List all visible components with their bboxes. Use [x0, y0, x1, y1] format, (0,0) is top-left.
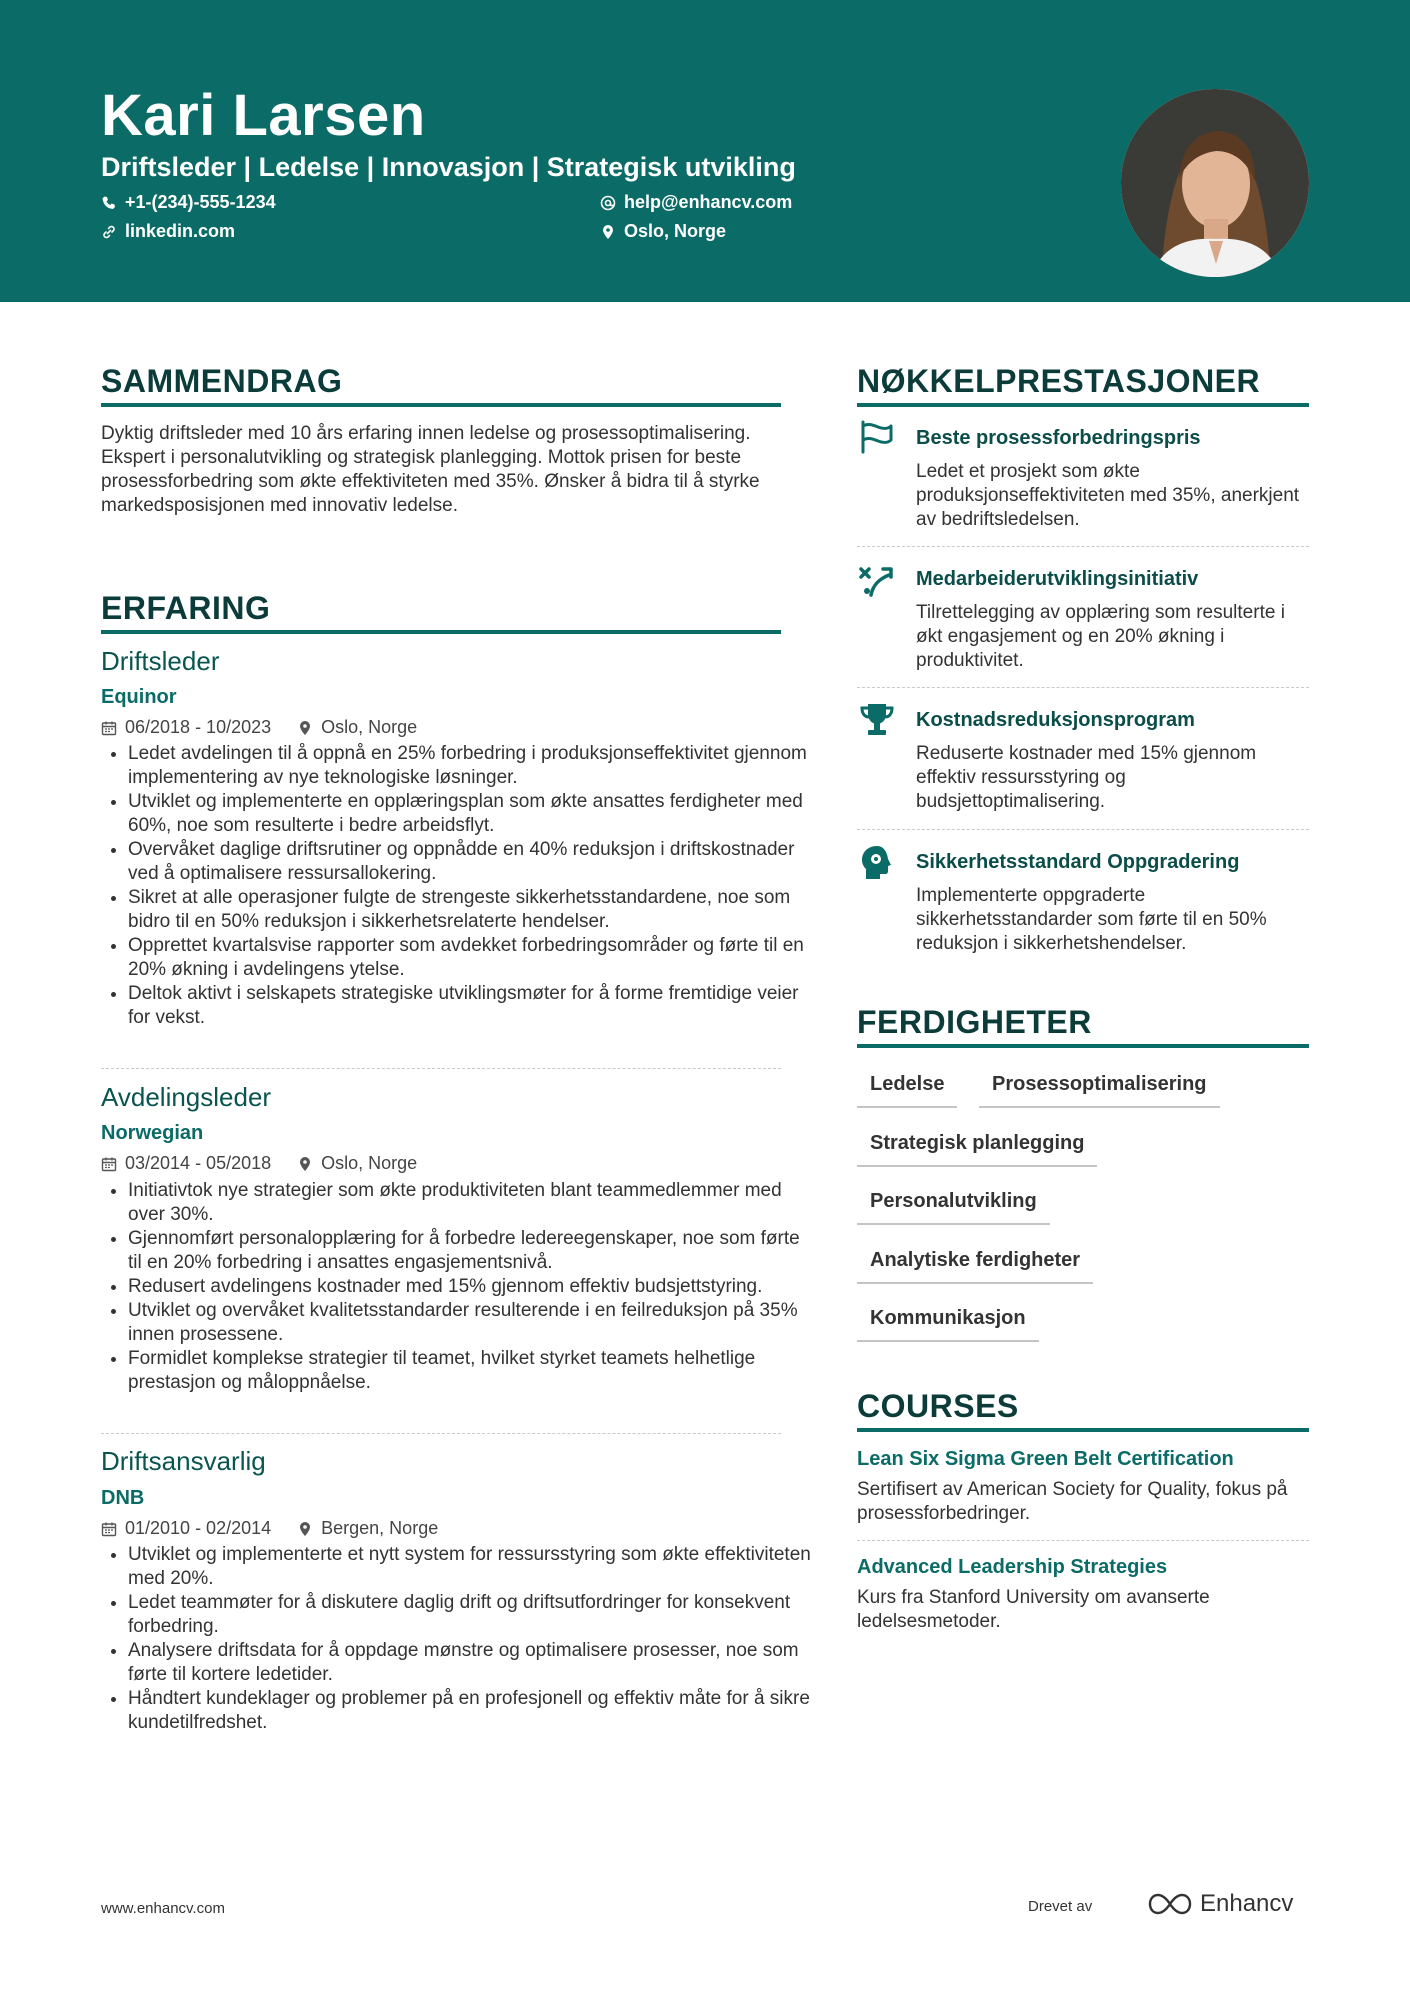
bullet-item: • Deltok aktivt i selskapets strategiske utviklingsmøter for å forme fremtidige veier for vekst.: [128, 982, 813, 1030]
company-name: Norwegian: [101, 1122, 204, 1144]
job-bullets: [101, 742, 813, 1030]
bullet-item: • Utviklet og implementerte en opplæringsplan som økte ansattes ferdigheter med 60%, noe som resulterte i bedre arbeidsflyt.: [128, 790, 813, 838]
job-title: Driftsleder: [101, 646, 220, 676]
bullet-item: • Håndtert kundeklager og problemer på en profesjonell og effektiv måte for å sikre kundetilfredshet.: [128, 1687, 813, 1735]
course-desc: Kurs fra Stanford University om avanserte ledelsesmetoder.: [857, 1587, 1210, 1632]
achievement-desc: Reduserte kostnader med 15% gjennom effektiv ressursstyring og budsjettoptimalisering.: [916, 743, 1257, 812]
courses-heading: COURSES: [857, 1388, 1309, 1432]
bullet-item: • Ledet teammøter for å diskutere daglig drift og driftsutfordringer for konsekvent forbedring.: [128, 1591, 813, 1639]
skill-tag: Analytiske ferdigheter: [857, 1249, 1093, 1284]
achievement-desc: Ledet et prosjekt som økte produksjonseffektiviteten med 35%, anerkjent av bedriftsledelsen.: [916, 461, 1300, 530]
divider: [101, 1433, 781, 1434]
bullet-item: • Opprettet kvartalsvise rapporter som avdekket forbedringsområder og førte til en 20% økning i avdelingens ytelse.: [128, 934, 813, 982]
contact-location: [600, 221, 726, 242]
achievement-desc: Implementerte oppgraderte sikkerhetsstandarder som førte til en 50% reduksjon i sikkerhetshendelser.: [916, 885, 1267, 954]
linkedin-text: linkedin.com: [125, 221, 236, 241]
job-meta: [101, 1518, 438, 1539]
course-desc: Sertifisert av American Society for Quality, fokus på prosessforbedringer.: [857, 1479, 1288, 1524]
skill-tag: Kommunikasjon: [857, 1307, 1039, 1342]
infinity-logo-icon: [1146, 1891, 1194, 1917]
link-icon: [101, 224, 117, 240]
job-bullets: [101, 1179, 813, 1395]
contact-email[interactable]: [600, 192, 792, 213]
contact-phone[interactable]: [101, 192, 276, 213]
achievement-title: Sikkerhetsstandard Oppgradering: [916, 851, 1240, 873]
flag-icon: [857, 418, 897, 458]
company-name: Equinor: [101, 686, 177, 708]
bullet-item: • Redusert avdelingens kostnader med 15% gjennom effektiv budsjettstyring.: [128, 1275, 813, 1299]
company-name: DNB: [101, 1487, 145, 1509]
divider: [857, 1540, 1309, 1541]
location-text: Oslo, Norge: [624, 221, 727, 241]
skill-tag: Personalutvikling: [857, 1190, 1050, 1225]
candidate-tagline: Driftsleder | Ledelse | Innovasjon | Strategisk utvikling: [101, 152, 796, 182]
bullet-item: • Utviklet og implementerte et nytt system for ressursstyring som økte effektiviteten med 20%.: [128, 1543, 813, 1591]
job-dates: 01/2010 - 02/2014: [125, 1518, 272, 1538]
skill-tag: Strategisk planlegging: [857, 1132, 1097, 1167]
phone-icon: [101, 195, 117, 211]
bullet-item: • Sikret at alle operasjoner fulgte de strengeste sikkerhetsstandardene, noe som bidro til en 50% reduksjon i sikkerhetsrelaterte hendelser.: [128, 886, 813, 934]
job-meta: [101, 1153, 417, 1174]
job-bullets: [101, 1543, 813, 1735]
achievement-title: Medarbeiderutviklingsinitiativ: [916, 568, 1199, 590]
candidate-name: Kari Larsen: [101, 83, 426, 148]
at-icon: [600, 195, 616, 211]
achievement-title: Beste prosessforbedringspris: [916, 427, 1201, 449]
bullet-item: • Gjennomført personalopplæring for å forbedre ledereegenskaper, noe som førte til en 20% forbedring i ansattes engasjementsnivå.: [128, 1227, 813, 1275]
contact-linkedin[interactable]: [101, 221, 235, 242]
skill-tag: Prosessoptimalisering: [979, 1073, 1220, 1108]
skills-heading: FERDIGHETER: [857, 1004, 1309, 1048]
job-location: Oslo, Norge: [321, 717, 418, 737]
profile-photo: [1121, 89, 1309, 277]
divider: [857, 687, 1309, 688]
head-gear-icon: [857, 843, 897, 883]
footer-powered-by: Drevet av: [1028, 1898, 1093, 1915]
bullet-item: • Utviklet og overvåket kvalitetsstandarder resulterende i en feilreduksjon på 35% innen prosessene.: [128, 1299, 813, 1347]
summary-heading: SAMMENDRAG: [101, 363, 781, 407]
job-meta: [101, 717, 417, 738]
course-title: Lean Six Sigma Green Belt Certification: [857, 1448, 1234, 1470]
divider: [857, 546, 1309, 547]
course-title: Advanced Leadership Strategies: [857, 1556, 1168, 1578]
trophy-icon: [857, 700, 897, 740]
summary-text: Dyktig driftsleder med 10 års erfaring innen ledelse og prosessoptimalisering. Ekspert i personalutvikling og strategisk planlegging. Mottok prisen for beste prosessforbedring som økte effektiviteten med 35%. Ønsker å bidra til å styrke markedsposisjonen med innovativ ledelse.: [101, 423, 760, 516]
calendar-icon: [101, 1156, 117, 1172]
achievement-title: Kostnadsreduksjonsprogram: [916, 709, 1195, 731]
job-location: Oslo, Norge: [321, 1153, 418, 1173]
location-pin-icon: [297, 1156, 313, 1172]
email-text: help@enhancv.com: [624, 192, 793, 212]
divider: [101, 1068, 781, 1069]
calendar-icon: [101, 1521, 117, 1537]
job-dates: 03/2014 - 05/2018: [125, 1153, 272, 1173]
calendar-icon: [101, 720, 117, 736]
location-pin-icon: [600, 224, 616, 240]
footer-url[interactable]: www.enhancv.com: [101, 1900, 225, 1917]
strategy-icon: [857, 561, 897, 601]
brand-name: Enhancv: [1200, 1890, 1294, 1917]
brand-logo[interactable]: [1146, 1890, 1293, 1918]
skill-tag: Ledelse: [857, 1073, 957, 1108]
job-dates: 06/2018 - 10/2023: [125, 717, 272, 737]
job-location: Bergen, Norge: [321, 1518, 439, 1538]
bullet-item: • Initiativtok nye strategier som økte produktiviteten blant teammedlemmer med over 30%.: [128, 1179, 813, 1227]
bullet-item: • Analysere driftsdata for å oppdage mønstre og optimalisere prosesser, noe som førte til kortere ledetider.: [128, 1639, 813, 1687]
location-pin-icon: [297, 1521, 313, 1537]
achievement-desc: Tilrettelegging av opplæring som resulterte i økt engasjement og en 20% økning i produktivitet.: [916, 602, 1285, 671]
bullet-item: • Formidlet komplekse strategier til teamet, hvilket styrket teamets helhetlige prestasjon og måloppnåelse.: [128, 1347, 813, 1395]
resume-header: [0, 0, 1410, 302]
experience-heading: ERFARING: [101, 590, 781, 634]
achievements-heading: NØKKELPRESTASJONER: [857, 363, 1309, 407]
bullet-item: • Overvåket daglige driftsrutiner og oppnådde en 40% reduksjon i driftskostnader ved å optimalisere ressursallokering.: [128, 838, 813, 886]
bullet-item: • Ledet avdelingen til å oppnå en 25% forbedring i produksjonseffektivitet gjennom implementering av nye teknologiske løsninger.: [128, 742, 813, 790]
divider: [857, 829, 1309, 830]
job-title: Avdelingsleder: [101, 1082, 272, 1112]
job-title: Driftsansvarlig: [101, 1446, 266, 1476]
location-pin-icon: [297, 720, 313, 736]
phone-text: +1-(234)-555-1234: [125, 192, 276, 212]
